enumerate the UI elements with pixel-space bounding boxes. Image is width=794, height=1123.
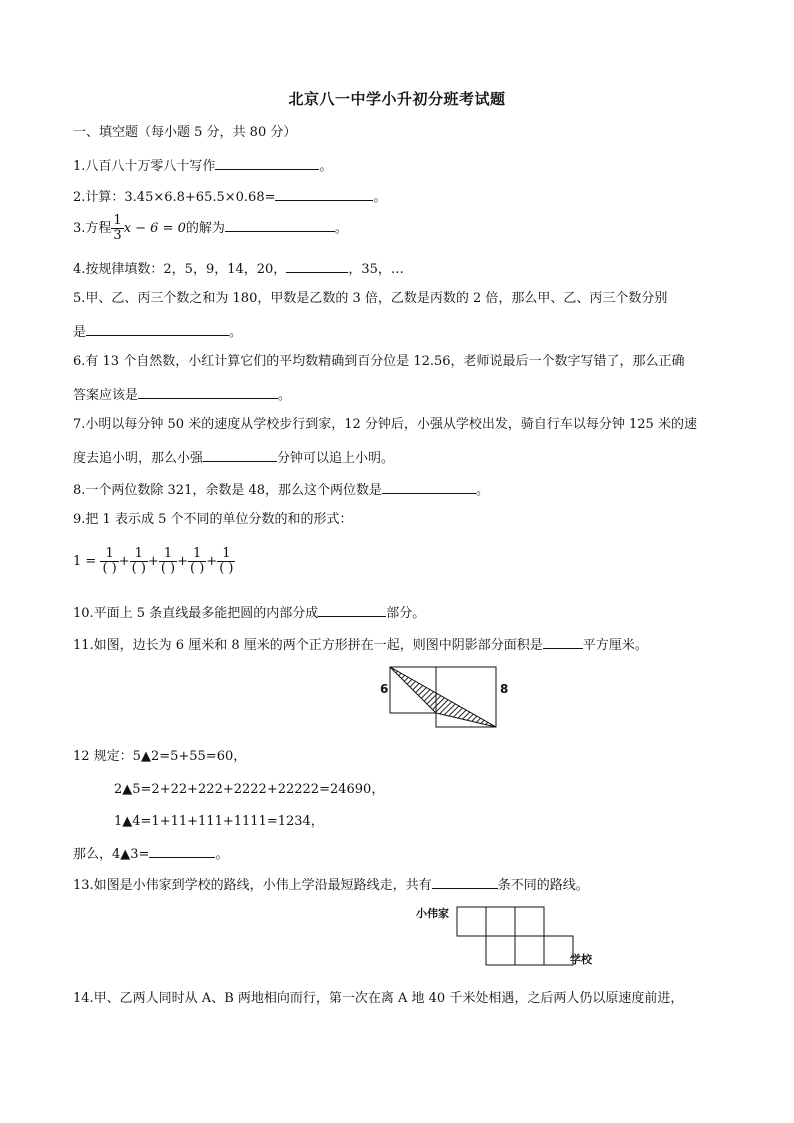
punct: 。 bbox=[476, 483, 490, 498]
shaded-region-upper bbox=[390, 667, 436, 713]
punct: 。 bbox=[319, 159, 333, 174]
question-12-text: 那么，4▲3= bbox=[73, 847, 150, 862]
question-11-tail: 平方厘米。 bbox=[582, 638, 648, 653]
numerator: 1 bbox=[113, 213, 122, 228]
denominator-blank[interactable]: ( ) bbox=[219, 561, 234, 576]
question-10-tail: 部分。 bbox=[386, 606, 426, 621]
numerator: 1 bbox=[217, 547, 235, 562]
denominator: 3 bbox=[113, 228, 122, 243]
question-3 bbox=[73, 212, 348, 246]
question-2 bbox=[73, 186, 387, 208]
label-large-side: 8 bbox=[500, 682, 509, 696]
punct: 。 bbox=[373, 190, 387, 205]
punct: 。 bbox=[334, 221, 348, 236]
unit-fraction-3[interactable] bbox=[159, 547, 177, 576]
unit-fraction-4[interactable] bbox=[188, 547, 206, 576]
numerator: 1 bbox=[188, 547, 206, 562]
question-12-line4 bbox=[73, 843, 228, 865]
equation: x − 6 = 0 bbox=[123, 221, 186, 236]
question-6-text: 答案应该是 bbox=[73, 388, 139, 403]
numerator: 1 bbox=[159, 547, 177, 562]
answer-blank-6[interactable] bbox=[138, 384, 278, 399]
question-12-line3: 1▲4=1+11+111+1111=1234， bbox=[114, 814, 324, 829]
question-8-text: 8.一个两位数除 321，余数是 48，那么这个两位数是 bbox=[73, 483, 383, 498]
equation-lhs: 1 = bbox=[73, 554, 97, 569]
page-title: 北京八一中学小升初分班考试题 bbox=[288, 90, 506, 108]
plus-sign: + bbox=[177, 554, 188, 569]
home-label: 小伟家 bbox=[416, 907, 449, 920]
question-5-text: 是 bbox=[73, 325, 87, 340]
punct: 。 bbox=[229, 325, 243, 340]
denominator-blank[interactable]: ( ) bbox=[160, 561, 176, 576]
answer-blank-8[interactable] bbox=[382, 479, 476, 494]
shaded-region-lower bbox=[436, 693, 496, 727]
question-7-tail: 分钟可以追上小明。 bbox=[277, 451, 395, 466]
route-grid-figure bbox=[414, 900, 604, 970]
answer-blank-4[interactable] bbox=[286, 258, 348, 273]
question-13-text: 13.如图是小伟家到学校的路线，小伟上学沿最短路线走，共有 bbox=[73, 878, 432, 893]
answer-blank-13[interactable] bbox=[432, 874, 498, 889]
question-7-line1: 7.小明以每分钟 50 米的速度从学校步行到家，12 分钟后，小强从学校出发，骑自行车以每分钟 125 米的速 bbox=[73, 417, 697, 432]
question-6-line1: 6.有 13 个自然数，小红计算它们的平均数精确到百分位是 12.56，老师说最后一个数字写错了，那么正确 bbox=[73, 354, 685, 369]
label-small-side: 6 bbox=[380, 682, 389, 696]
answer-blank-12[interactable] bbox=[149, 843, 215, 858]
answer-blank-2[interactable] bbox=[275, 186, 373, 201]
question-10-text: 10.平面上 5 条直线最多能把圆的内部分成 bbox=[73, 606, 319, 621]
question-12-line2: 2▲5=2+22+222+2222+22222=24690， bbox=[114, 782, 385, 797]
denominator-blank[interactable]: ( ) bbox=[131, 561, 146, 576]
unit-fraction-2[interactable] bbox=[130, 547, 148, 576]
question-8 bbox=[73, 479, 489, 501]
answer-blank-7[interactable] bbox=[203, 447, 277, 462]
school-label: 学校 bbox=[570, 953, 592, 966]
question-5-line2 bbox=[73, 321, 242, 343]
unit-fraction-1[interactable] bbox=[100, 547, 118, 576]
unit-fraction-5[interactable] bbox=[217, 547, 235, 576]
question-13-tail: 条不同的路线。 bbox=[497, 878, 589, 893]
squares-figure bbox=[374, 660, 514, 732]
section-heading: 一、填空题（每小题 5 分，共 80 分） bbox=[73, 125, 297, 140]
question-7-line2 bbox=[73, 447, 394, 469]
question-1 bbox=[73, 155, 332, 177]
plus-sign: + bbox=[147, 554, 159, 569]
fraction-one-third bbox=[111, 214, 123, 243]
question-4-tail: ，35，… bbox=[348, 262, 404, 277]
question-5-line1: 5.甲、乙、丙三个数之和为 180，甲数是乙数的 3 倍，乙数是丙数的 2 倍，那么甲、乙、丙三个数分别 bbox=[73, 291, 668, 306]
punct: 。 bbox=[278, 388, 292, 403]
question-14: 14.甲、乙两人同时从 A、B 两地相向而行，第一次在离 A 地 40 千米处相遇，之后两人仍以原速度前进， bbox=[73, 991, 684, 1006]
punct: 。 bbox=[215, 847, 229, 862]
question-4 bbox=[73, 258, 404, 280]
question-10 bbox=[73, 602, 425, 624]
answer-blank-10[interactable] bbox=[318, 602, 386, 617]
question-2-text: 2.计算：3.45×6.8+65.5×0.68= bbox=[73, 190, 276, 205]
numerator: 1 bbox=[100, 547, 118, 562]
answer-blank-5[interactable] bbox=[86, 321, 229, 336]
unit-fraction-sum bbox=[73, 542, 235, 582]
question-12-line1: 12 规定：5▲2=5+55=60， bbox=[73, 749, 247, 764]
question-6-line2 bbox=[73, 384, 291, 406]
question-3-prefix: 3.方程 bbox=[73, 221, 112, 236]
question-11 bbox=[73, 634, 648, 656]
question-1-text: 1.八百八十万零八十写作 bbox=[73, 159, 216, 174]
denominator-blank[interactable]: ( ) bbox=[190, 561, 205, 576]
denominator-blank[interactable]: ( ) bbox=[102, 561, 117, 576]
question-9: 9.把 1 表示成 5 个不同的单位分数的和的形式： bbox=[73, 512, 353, 527]
question-11-text: 11.如图，边长为 6 厘米和 8 厘米的两个正方形拼在一起，则图中阴影部分面积是 bbox=[73, 638, 543, 653]
question-4-text: 4.按规律填数：2，5，9，14，20， bbox=[73, 262, 287, 277]
plus-sign: + bbox=[118, 554, 130, 569]
question-13 bbox=[73, 874, 589, 896]
answer-blank-1[interactable] bbox=[215, 155, 319, 170]
answer-blank-11[interactable] bbox=[543, 634, 583, 649]
answer-blank-3[interactable] bbox=[225, 217, 335, 232]
numerator: 1 bbox=[130, 547, 148, 562]
question-7-text: 度去追小明，那么小强 bbox=[73, 451, 204, 466]
question-3-suffix: 的解为 bbox=[185, 221, 225, 236]
plus-sign: + bbox=[206, 554, 218, 569]
